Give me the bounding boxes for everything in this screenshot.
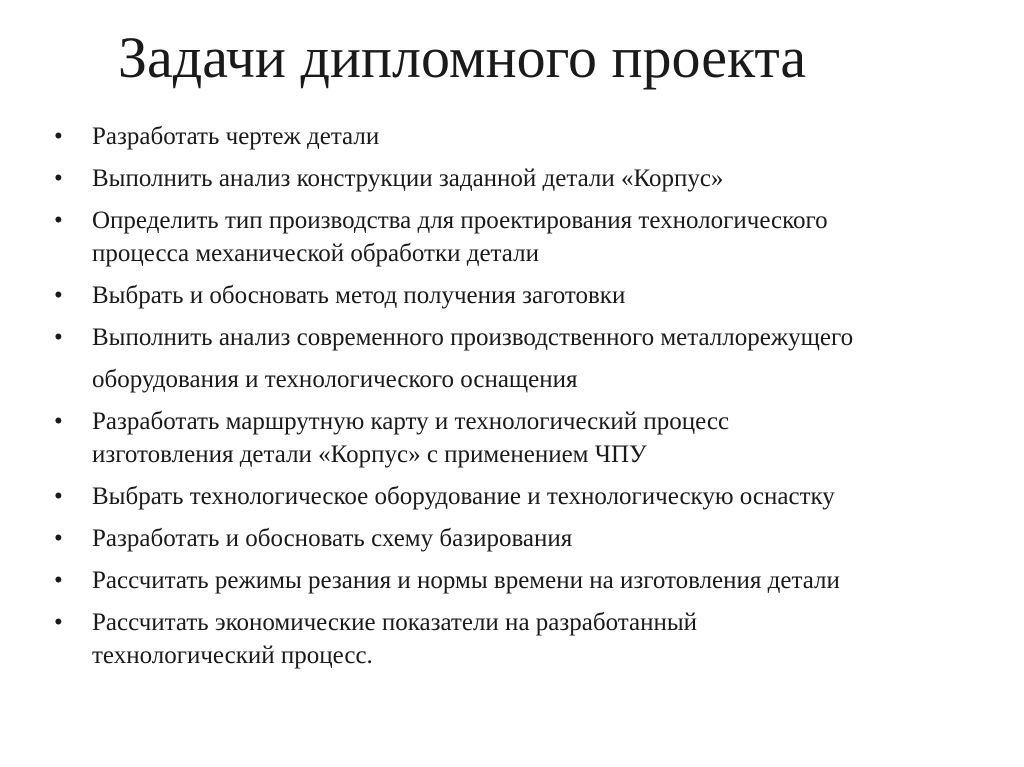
task-list xyxy=(50,120,1000,681)
list-item xyxy=(50,564,1000,597)
bullet-marker: • xyxy=(54,207,63,234)
list-item xyxy=(50,606,1000,672)
bullet-marker: • xyxy=(54,324,63,351)
list-item-line: Выбрать технологическое оборудование и технологическую оснастку xyxy=(92,483,835,510)
list-item-text xyxy=(92,564,1000,597)
bullet-marker: • xyxy=(54,408,63,435)
list-item-text xyxy=(92,204,1000,270)
list-item-text xyxy=(92,279,1000,312)
bullet-marker: • xyxy=(54,609,63,636)
list-item-text xyxy=(92,321,1000,396)
list-item-line: оборудования и технологического оснащения xyxy=(92,366,578,393)
list-item-line: Разработать маршрутную карту и технологический процесс xyxy=(92,408,730,435)
list-item-line: изготовления детали «Корпус» с применением ЧПУ xyxy=(92,441,647,468)
list-item-text xyxy=(92,480,1000,513)
bullet-marker: • xyxy=(54,123,63,150)
bullet-marker: • xyxy=(54,483,63,510)
list-item xyxy=(50,120,1000,153)
list-item-line: Определить тип производства для проектирования технологического xyxy=(92,207,828,234)
list-item xyxy=(50,162,1000,195)
list-item-line: Выполнить анализ конструкции заданной детали «Корпус» xyxy=(92,165,724,192)
list-item-line: Выбрать и обосновать метод получения заготовки xyxy=(92,282,626,309)
list-item xyxy=(50,321,1000,396)
list-item-line: Разработать и обосновать схему базирования xyxy=(92,525,573,552)
list-item-line: процесса механической обработки детали xyxy=(92,240,539,267)
list-item xyxy=(50,522,1000,555)
list-item-text xyxy=(92,120,1000,153)
bullet-marker: • xyxy=(54,165,63,192)
bullet-marker: • xyxy=(54,282,63,309)
list-item-text xyxy=(92,162,1000,195)
list-item-text xyxy=(92,522,1000,555)
list-item xyxy=(50,405,1000,471)
slide-title: Задачи дипломного проекта xyxy=(118,25,807,90)
list-item-line: технологический процесс. xyxy=(92,642,373,669)
list-item-line: Рассчитать экономические показатели на разработанный xyxy=(92,609,698,636)
list-item-text xyxy=(92,606,1000,672)
list-item-text xyxy=(92,405,1000,471)
list-item xyxy=(50,279,1000,312)
bullet-marker: • xyxy=(54,525,63,552)
list-item xyxy=(50,480,1000,513)
list-item-line: Разработать чертеж детали xyxy=(92,123,380,150)
list-item xyxy=(50,204,1000,270)
list-item-line: Выполнить анализ современного производственного металлорежущего xyxy=(92,324,854,351)
list-item-line: Рассчитать режимы резания и нормы времени на изготовления детали xyxy=(92,567,840,594)
bullet-marker: • xyxy=(54,567,63,594)
